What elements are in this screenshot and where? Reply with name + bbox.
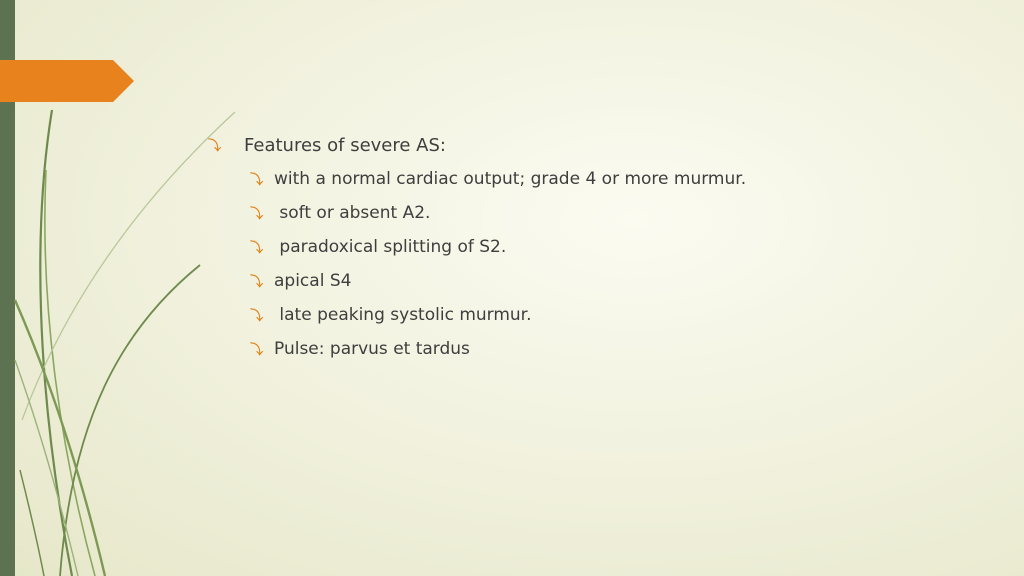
orange-hook-arrow-icon: ⤵ <box>208 138 222 154</box>
list-item-text: with a normal cardiac output; grade 4 or more murmur. <box>274 169 747 189</box>
slide-content <box>208 128 968 366</box>
orange-hook-arrow-icon: ⤵ <box>250 240 264 256</box>
list-item-text: late peaking systolic murmur. <box>274 305 532 325</box>
list-item <box>208 264 968 298</box>
orange-hook-arrow-icon: ⤵ <box>250 172 264 188</box>
list-item <box>208 196 968 230</box>
list-item <box>208 162 968 196</box>
list-item <box>208 298 968 332</box>
list-item <box>208 332 968 366</box>
list-item-text: Pulse: parvus et tardus <box>274 339 470 359</box>
orange-title-tab <box>0 60 134 102</box>
list-item-text: soft or absent A2. <box>274 203 431 223</box>
list-item <box>208 230 968 264</box>
bullet-heading <box>208 128 968 162</box>
list-item-text: apical S4 <box>274 271 352 291</box>
orange-hook-arrow-icon: ⤵ <box>250 342 264 358</box>
list-item-text: paradoxical splitting of S2. <box>274 237 507 257</box>
orange-hook-arrow-icon: ⤵ <box>250 308 264 324</box>
heading-text: Features of severe AS: <box>244 134 446 156</box>
orange-hook-arrow-icon: ⤵ <box>250 274 264 290</box>
orange-hook-arrow-icon: ⤵ <box>250 206 264 222</box>
